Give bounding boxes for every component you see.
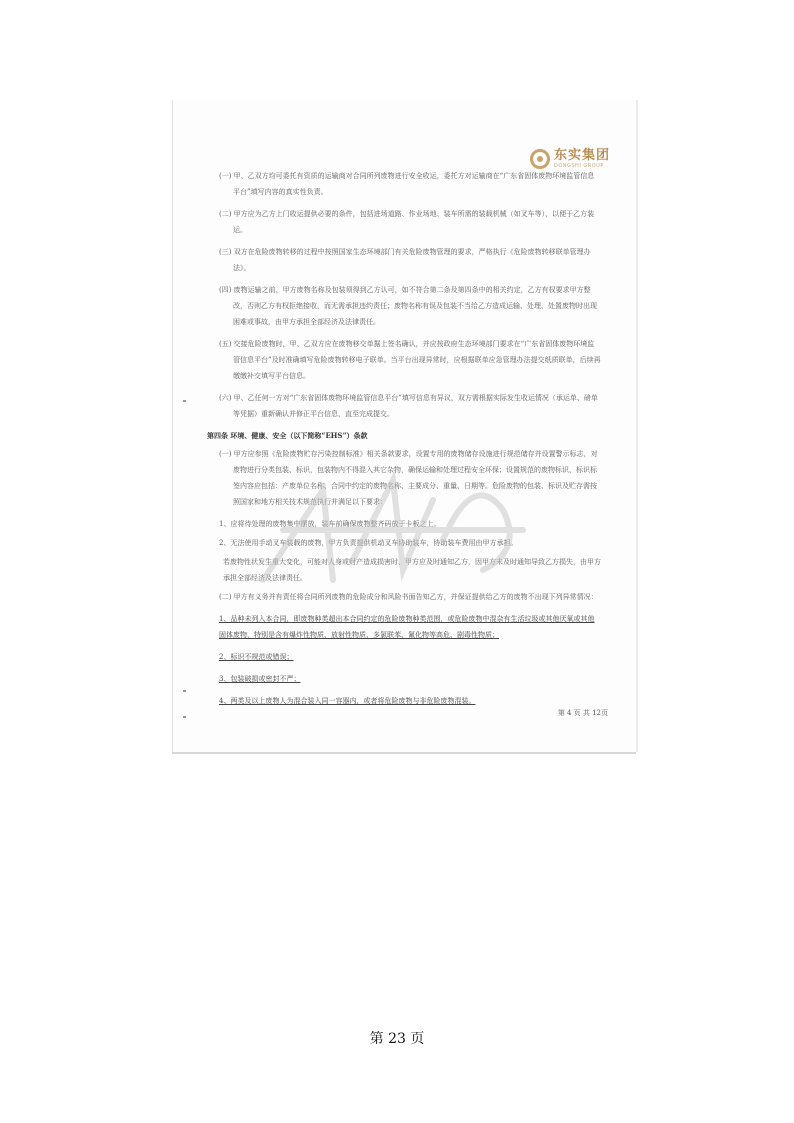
exception-1: 1、品种未列入本合同，即废物种类超出本合同约定的危险废物种类范围，或危险废物中混杂有生活垃圾或其他厌氧或其他固体废物，特别是含有爆炸性物质、放射性物质、多氯联苯、氰化物等高危、剧毒性物质； [219,615,595,639]
logo-cn: 东实集团 [553,148,610,163]
logo-en: DONGSHI GROUP [553,163,604,169]
scan-speck [183,690,186,692]
article-4-sub-2b: 若废物性状发生重大变化，可能对人身或财产造成损害时，甲方应及时通知乙方，因甲方未及时通知导致乙方损失，由甲方承担全部经济及法律责任。 [223,558,601,582]
exception-3: 3、包装破损或密封不严； [219,675,301,683]
article-4-item-2: (二) 甲方有义务并有责任将合同所列废物的危险成分和风险书面告知乙方，并保证提供给乙方的废物不出现下列异常情况： [219,593,598,601]
scan-speck [183,400,186,402]
inner-page-number: 第 4 页 共 12页 [557,709,608,717]
article-4-item-1: (一) 甲方应参照《危险废物贮存污染控制标准》相关条款要求，设置专用的废物储存设施进行规范储存并设置警示标志，对废物进行分类包装、标识，包装物内不得混入其它杂物，确保运输和处理过程安全环保；设置规范的废物标识，标识标签内容应包括：产废单位名称、合同中约定的废物名称、主要成分、重量、日期等。危险废物的包装、标识及贮存需按照国家和地方相关技术规范执行并满足以下要求： [219,450,598,506]
logo-mark-icon [530,149,550,169]
clause-6: (六) 甲、乙任何一方对“广东省固体废物环境监管信息平台”填写信息有异议，双方需根据实际发生收运情况（承运单、磅单等凭据）重新确认并修正平台信息，直至完成提交。 [219,394,598,418]
article-4-heading: 第四条 环境、健康、安全（以下简称“EHS”）条款 [207,431,368,440]
scanned-page [172,100,636,752]
contract-body [207,168,601,715]
clause-5: (五) 交接危险废物时，甲、乙双方应在废物移交单据上签名确认，并应按政府生态环境部门要求在“广东省固体废物环境监管信息平台”及时准确填写危险废物转移电子联单。当平台出现异常时，应根据联单应急管理办法提交纸质联单，后续再缴缴补交填写平台信息。 [219,340,601,380]
clause-4: (四) 废物运输之前，甲方废物名称及包装须得到乙方认可，如不符合第二条及第四条中的相关约定，乙方有权要求甲方整改，否则乙方有权拒绝接收，而无需承担违约责任；废物名称有误及包装不当给乙方造成运输、处理、处置废物时出现困难或事故，由甲方承担全部经济及法律责任。 [219,286,597,326]
clause-1: (一) 甲、乙双方均可委托有资质的运输商对合同所列废物进行安全收运，委托方对运输商在“广东省固体废物环境监管信息平台”填写内容的真实性负责。 [219,172,595,196]
clause-2: (二) 甲方应为乙方上门收运提供必要的条件，包括进场道路、作业场地、装车所需的装载机械（如叉车等），以便于乙方装运。 [219,210,595,234]
clause-3: (三) 双方在危险废物转移的过程中按照国家生态环境部门有关危险废物管理的要求，严格执行《危险废物转移联单管理办法》。 [219,248,591,272]
exception-4: 4、两类及以上废物人为混合装入同一容器内，或者将危险废物与非危险废物混装。 [219,697,476,705]
exception-2: 2、标识不规范或错误； [219,653,294,661]
article-4-sub-2: 2、无法使用手动叉车装载的废物，甲方负责提供机动叉车协助装车，协助装车费用由甲方承担。 [219,539,518,547]
page-number: 第 23 页 [369,1031,425,1047]
article-4-sub-1: 1、应将待处理的废物集中摆放，装车前确保废物整齐码放于卡板之上。 [219,520,441,528]
scan-speck [183,716,186,718]
